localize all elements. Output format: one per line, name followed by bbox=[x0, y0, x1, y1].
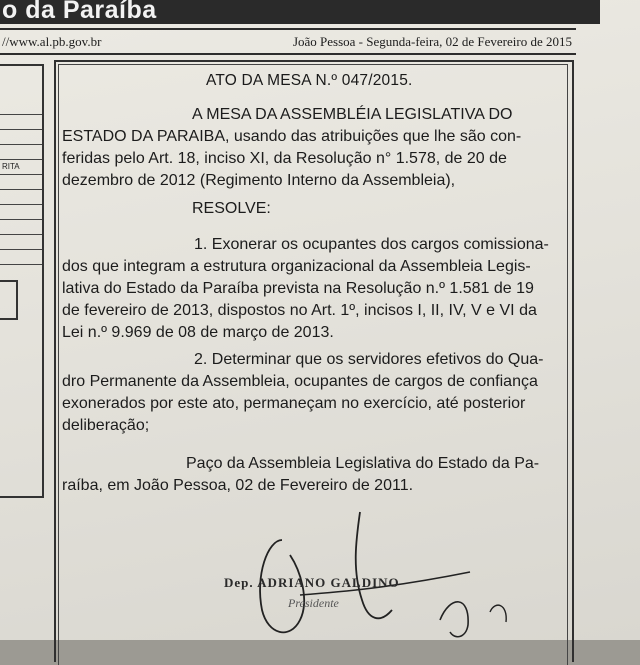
preamble-line: feridas pelo Art. 18, inciso XI, da Resolução n° 1.578, de 20 de bbox=[62, 150, 507, 167]
left-row bbox=[0, 250, 42, 265]
masthead-bar bbox=[0, 0, 600, 24]
item-1-line: dos que integram a estrutura organizacional da Assembleia Legis- bbox=[62, 258, 531, 275]
item-2-line: exonerados por este ato, permaneçam no exercício, até posterior bbox=[62, 395, 526, 412]
left-column-rows bbox=[0, 100, 42, 265]
preamble-line: dezembro de 2012 (Regimento Interno da Assembleia), bbox=[62, 172, 456, 189]
signature-name: Dep. ADRIANO GALDINO bbox=[224, 575, 400, 590]
closing-line: raíba, em João Pessoa, 02 de Fevereiro de 2011. bbox=[62, 477, 414, 494]
left-row bbox=[0, 235, 42, 250]
header-rule-bottom bbox=[0, 53, 576, 55]
item-2-line: dro Permanente da Assembleia, ocupantes de cargos de confiança bbox=[62, 373, 538, 390]
item-1-paragraph bbox=[62, 234, 578, 344]
left-row bbox=[0, 175, 42, 190]
signature-block bbox=[0, 500, 640, 640]
left-column-field bbox=[0, 280, 18, 320]
item-2-line: deliberação; bbox=[62, 417, 150, 434]
header-url: //www.al.pb.gov.br bbox=[2, 34, 102, 49]
closing-line: Paço da Assembleia Legislativa do Estado da Pa- bbox=[186, 455, 540, 472]
item-2-paragraph bbox=[62, 349, 578, 437]
resolve-heading: RESOLVE: bbox=[192, 200, 271, 217]
item-2-line: 2. Determinar que os servidores efetivos do Qua- bbox=[194, 351, 544, 368]
header-date: João Pessoa - Segunda-feira, 02 de Fevereiro de 2015 bbox=[292, 34, 572, 49]
closing-paragraph bbox=[62, 453, 578, 497]
left-row bbox=[0, 130, 42, 145]
left-row-label: RITA bbox=[0, 160, 42, 175]
left-row bbox=[0, 145, 42, 160]
header-rule-top bbox=[0, 28, 576, 30]
left-row bbox=[0, 220, 42, 235]
masthead-title: o da Paraíba bbox=[2, 0, 157, 24]
handwritten-signature bbox=[0, 500, 640, 640]
preamble-line: ESTADO DA PARAIBA, usando das atribuições que lhe são con- bbox=[62, 128, 522, 145]
item-1-line: de fevereiro de 2013, dispostos no Art. 1º, incisos I, II, IV, V e VI da bbox=[62, 302, 537, 319]
left-row bbox=[0, 190, 42, 205]
left-row bbox=[0, 115, 42, 130]
signature-role: Presidente bbox=[288, 596, 339, 610]
left-row bbox=[0, 205, 42, 220]
item-1-line: Lei n.º 9.969 de 08 de março de 2013. bbox=[62, 324, 334, 341]
left-row bbox=[0, 100, 42, 115]
item-1-line: 1. Exonerar os ocupantes dos cargos comissiona- bbox=[194, 236, 549, 253]
preamble-line: A MESA DA ASSEMBLÉIA LEGISLATIVA DO bbox=[192, 106, 513, 123]
document-title: ATO DA MESA N.º 047/2015. bbox=[206, 72, 413, 89]
preamble-paragraph bbox=[62, 104, 578, 192]
item-1-line: lativa do Estado da Paraíba prevista na Resolução n.º 1.581 de 19 bbox=[62, 280, 534, 297]
